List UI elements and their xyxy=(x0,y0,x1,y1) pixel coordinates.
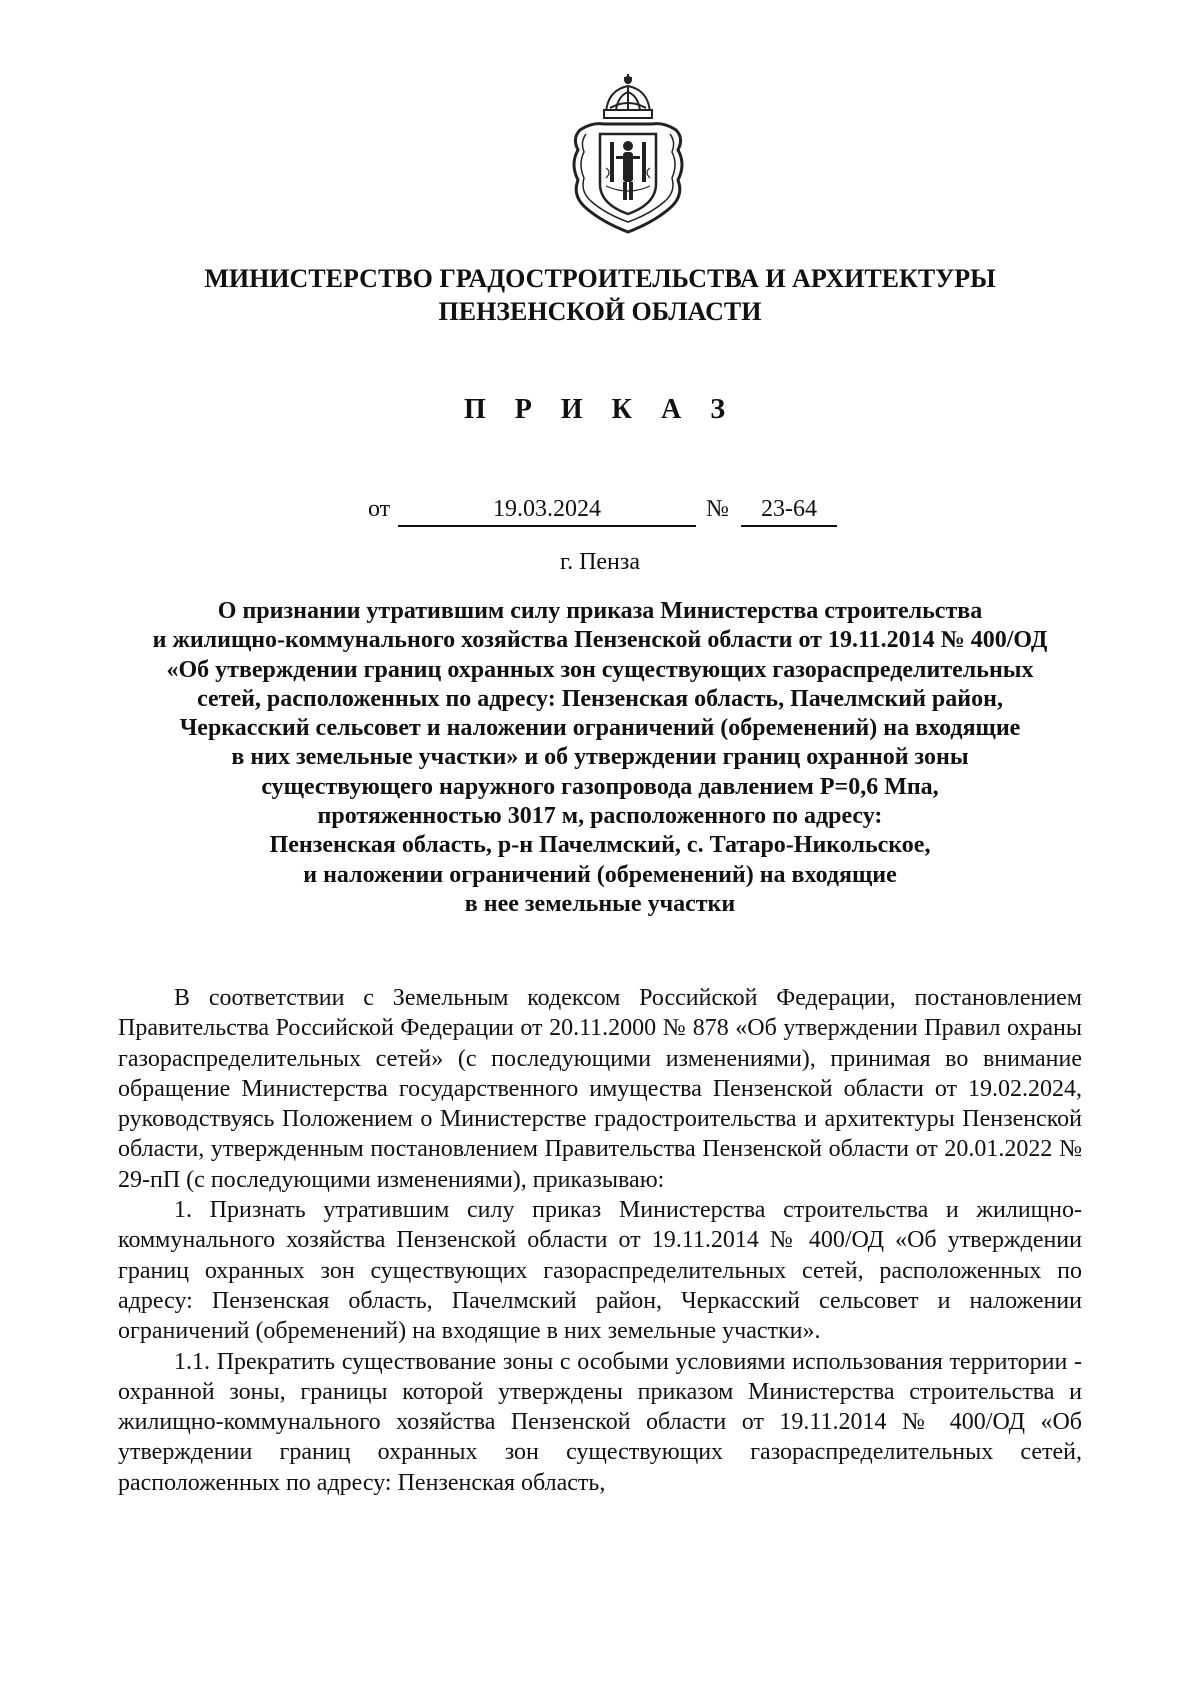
document-subject xyxy=(120,597,1080,919)
coat-of-arms-emblem xyxy=(566,72,690,240)
subject-line: «Об утверждении границ охранных зон существующих газораспределительных xyxy=(166,656,1034,683)
body-paragraph-item-1-1: 1.1. Прекратить существование зоны с особыми условиями использования территории - охранной зоны, границы которой утверждены приказом Министерства строительства и жилищно-коммунального хозяйства Пензенской области от 19.11.2014 № 400/ОД «Об утверждении границ охранных зон существующих газораспределительных сетей, расположенных по адресу: Пензенская область, xyxy=(118,1348,1082,1496)
subject-line: в них земельные участки» и об утверждении границ охранной зоны xyxy=(231,744,969,771)
subject-line: протяженностью 3017 м, расположенного по адресу: xyxy=(317,803,883,830)
body-paragraph-preamble: В соответствии с Земельным кодексом Российской Федерации, постановлением Правительства Российской Федерации от 20.11.2000 № 878 «Об утверждении Правил охраны газораспределительных сетей» (с последующими изменениями), принимая во внимание обращение Министерства государственного имущества Пензенской области от 19.02.2024, руководствуясь Положением о Министерстве градостроительства и архитектуры Пензенской области, утвержденным постановлением Правительства Пензенской области от 20.01.2022 № 29-пП (с последующими изменениями), приказываю: xyxy=(118,985,1082,1193)
ministry-name xyxy=(120,262,1080,328)
document-body xyxy=(118,983,1082,1498)
document-number: 23-64 xyxy=(741,496,837,527)
subject-line: О признании утратившим силу приказа Министерства строительства xyxy=(217,598,983,624)
ministry-name-line1: МИНИСТЕРСТВО ГРАДОСТРОИТЕЛЬСТВА И АРХИТЕКТУРЫ xyxy=(204,264,996,293)
date-number-row xyxy=(368,496,838,534)
subject-line: и жилищно-коммунального хозяйства Пензенской области от 19.11.2014 № 400/ОД xyxy=(152,627,1048,654)
body-paragraph-item-1: 1. Признать утратившим силу приказ Министерства строительства и жилищно-коммунального хозяйства Пензенской области от 19.11.2014 № 400/ОД «Об утверждении границ охранных зон существующих газораспределительных сетей, расположенных по адресу: Пензенская область, Пачелмский район, Черкасский сельсовет и наложении ограничений (обременений) на входящие в них земельные участки». xyxy=(118,1197,1082,1345)
subject-line: Пензенская область, р-н Пачелмский, с. Татаро-Никольское, xyxy=(269,832,931,859)
document-type-title: П Р И К А З xyxy=(464,394,736,425)
date-prefix: от xyxy=(368,496,391,522)
document-date: 19.03.2024 xyxy=(398,496,696,527)
subject-line: и наложении ограничений (обременений) на входящие xyxy=(303,861,897,888)
subject-line: Черкасский сельсовет и наложении ограничений (обременений) на входящие xyxy=(179,715,1021,742)
number-prefix: № xyxy=(706,496,729,522)
subject-line: сетей, расположенных по адресу: Пензенская область, Пачелмский район, xyxy=(197,685,1003,712)
ministry-name-line2: ПЕНЗЕНСКОЙ ОБЛАСТИ xyxy=(438,297,762,326)
subject-line: существующего наружного газопровода давлением Р=0,6 Мпа, xyxy=(261,773,939,800)
document-city: г. Пенза xyxy=(559,549,641,575)
subject-line: в нее земельные участки xyxy=(464,890,736,917)
